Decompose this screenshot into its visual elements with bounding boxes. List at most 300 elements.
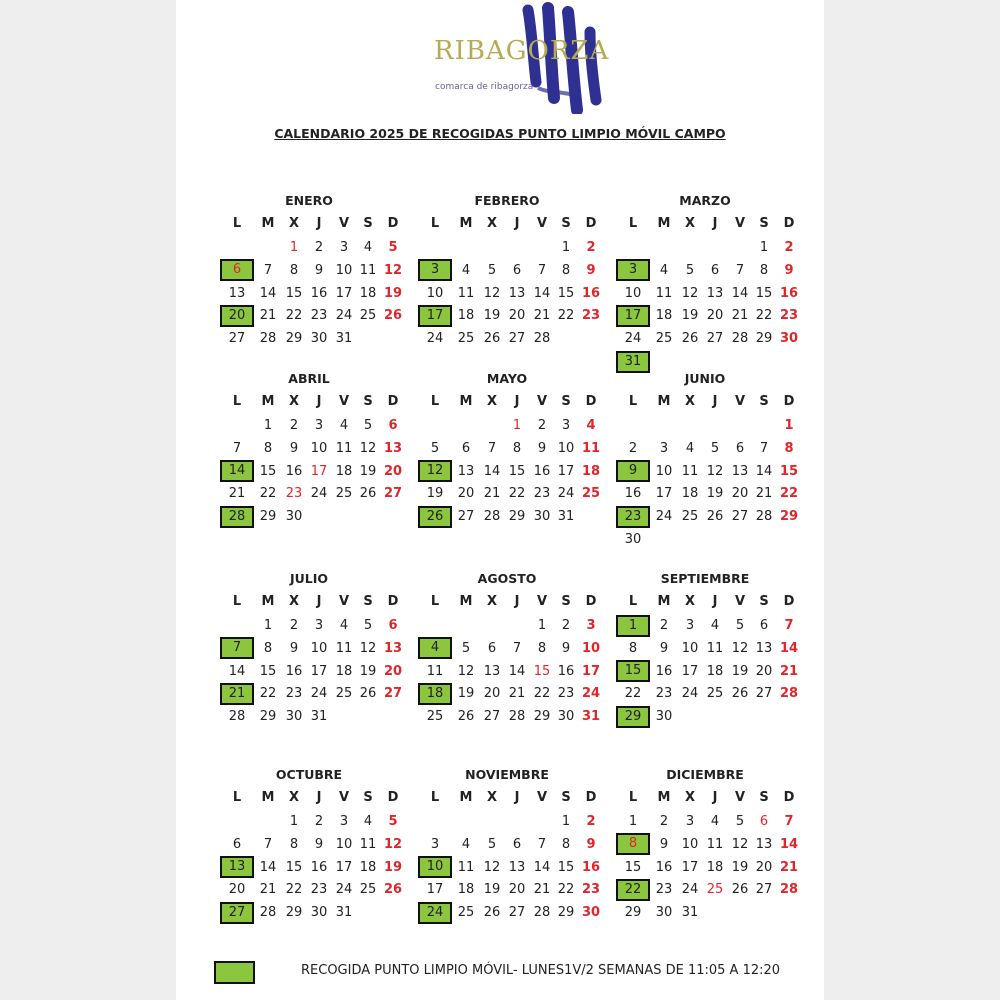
collection-day: 8 xyxy=(616,833,650,855)
calendar-day: 11 xyxy=(335,440,353,456)
calendar-day: 27 xyxy=(508,331,526,347)
weekday-header: L xyxy=(628,790,638,805)
logo-wordmark: RIBAGORZA xyxy=(434,36,610,66)
calendar-day: 24 xyxy=(655,509,673,525)
calendar-day: 9 xyxy=(561,640,571,656)
calendar-day: 22 xyxy=(285,308,303,324)
calendar-day: 29 xyxy=(259,509,277,525)
calendar-day: 20 xyxy=(383,463,403,479)
calendar-day: 11 xyxy=(706,640,724,656)
collection-day: 21 xyxy=(220,683,254,705)
calendar-day: 5 xyxy=(388,814,398,829)
calendar-day: 24 xyxy=(310,486,328,502)
calendar-day: 14 xyxy=(533,285,551,301)
weekday-header: M xyxy=(657,790,671,805)
calendar-day: 9 xyxy=(586,262,596,278)
calendar-day: 30 xyxy=(655,709,673,725)
calendar-day: 5 xyxy=(735,814,745,829)
collection-day: 13 xyxy=(220,856,254,878)
calendar-day: 10 xyxy=(335,262,353,278)
calendar-day: 22 xyxy=(624,686,642,702)
calendar-day: 12 xyxy=(457,663,475,679)
weekday-header: S xyxy=(759,216,769,231)
calendar-day: 4 xyxy=(659,262,669,278)
calendar-day: 22 xyxy=(533,686,551,702)
calendar-day: 25 xyxy=(457,905,475,921)
month-name: ENERO xyxy=(285,193,333,208)
calendar-day: 1 xyxy=(263,618,273,633)
calendar-day: 30 xyxy=(533,509,551,525)
weekday-header: V xyxy=(338,216,350,231)
calendar-day: 12 xyxy=(383,262,403,278)
calendar-day: 10 xyxy=(557,440,575,456)
weekday-header: L xyxy=(628,394,638,409)
calendar-day: 10 xyxy=(426,285,444,301)
calendar-day: 10 xyxy=(681,640,699,656)
weekday-header: D xyxy=(585,790,597,805)
calendar-day: 26 xyxy=(706,509,724,525)
calendar-day: 26 xyxy=(681,331,699,347)
weekday-header: M xyxy=(459,790,473,805)
calendar-day: 1 xyxy=(561,240,571,255)
calendar-day: 8 xyxy=(289,262,299,278)
calendar-day: 31 xyxy=(681,905,699,921)
calendar-day: 28 xyxy=(533,331,551,347)
calendar-day: 1 xyxy=(289,240,299,255)
calendar-day: 4 xyxy=(710,814,720,829)
calendar-day: 14 xyxy=(779,836,799,852)
calendar-day: 21 xyxy=(731,308,749,324)
calendar-day: 16 xyxy=(655,663,673,679)
calendar-day: 2 xyxy=(586,240,596,255)
calendar-day: 1 xyxy=(628,814,638,829)
calendar-day: 1 xyxy=(512,418,522,433)
calendar-day: 14 xyxy=(483,463,501,479)
calendar-day: 18 xyxy=(457,308,475,324)
calendar-day: 6 xyxy=(735,440,745,456)
calendar-day: 4 xyxy=(685,440,695,456)
calendar-day: 8 xyxy=(512,440,522,456)
weekday-header: M xyxy=(657,394,671,409)
calendar-day: 7 xyxy=(759,440,769,456)
calendar-day: 2 xyxy=(659,618,669,633)
calendar-day: 25 xyxy=(681,509,699,525)
calendar-day: 27 xyxy=(706,331,724,347)
month-name: MAYO xyxy=(486,371,528,386)
calendar-day: 8 xyxy=(263,440,273,456)
weekday-header: D xyxy=(387,790,399,805)
calendar-day: 15 xyxy=(779,463,799,479)
calendar-day: 15 xyxy=(624,859,642,875)
calendar-day: 6 xyxy=(710,262,720,278)
calendar-day: 2 xyxy=(537,418,547,433)
weekday-header: X xyxy=(288,216,300,231)
collection-day: 9 xyxy=(616,460,650,482)
calendar-day: 16 xyxy=(581,859,601,875)
month-name: OCTUBRE xyxy=(275,767,343,782)
calendar-day: 16 xyxy=(655,859,673,875)
calendar-day: 5 xyxy=(363,618,373,633)
month-name: MARZO xyxy=(679,193,731,208)
weekday-header: V xyxy=(338,394,350,409)
calendar-day: 1 xyxy=(759,240,769,255)
page-title: CALENDARIO 2025 DE RECOGIDAS PUNTO LIMPIO MÓVIL CAMPO xyxy=(274,126,726,141)
calendar-day: 5 xyxy=(461,640,471,656)
calendar-day: 26 xyxy=(457,709,475,725)
calendar-day: 19 xyxy=(483,308,501,324)
calendar-day: 2 xyxy=(561,618,571,633)
calendar-day: 29 xyxy=(624,905,642,921)
weekday-header: J xyxy=(514,594,520,609)
calendar-day: 6 xyxy=(388,418,398,433)
ribagorza-logo xyxy=(430,2,620,114)
calendar-day: 9 xyxy=(314,836,324,852)
month-name: NOVIEMBRE xyxy=(465,767,549,782)
legend-swatch xyxy=(214,961,255,984)
calendar-day: 4 xyxy=(339,418,349,433)
weekday-header: M xyxy=(459,594,473,609)
calendar-day: 1 xyxy=(537,618,547,633)
collection-day: 24 xyxy=(418,902,452,924)
calendar-day: 7 xyxy=(512,640,522,656)
calendar-day: 18 xyxy=(359,859,377,875)
calendar-day: 10 xyxy=(310,640,328,656)
calendar-day: 20 xyxy=(755,859,773,875)
calendar-day: 10 xyxy=(655,463,673,479)
calendar-day: 10 xyxy=(310,440,328,456)
calendar-day: 12 xyxy=(731,836,749,852)
weekday-header: S xyxy=(759,790,769,805)
weekday-header: S xyxy=(561,216,571,231)
calendar-day: 2 xyxy=(289,418,299,433)
month-name: FEBRERO xyxy=(474,193,540,208)
calendar-day: 12 xyxy=(383,836,403,852)
calendar-day: 29 xyxy=(779,509,799,525)
collection-day: 17 xyxy=(616,305,650,327)
calendar-day: 5 xyxy=(685,262,695,278)
calendar-day: 2 xyxy=(314,814,324,829)
calendar-day: 22 xyxy=(557,308,575,324)
calendar-day: 5 xyxy=(735,618,745,633)
calendar-day: 18 xyxy=(457,882,475,898)
calendar-day: 20 xyxy=(731,486,749,502)
calendar-day: 13 xyxy=(731,463,749,479)
weekday-header: D xyxy=(387,594,399,609)
calendar-day: 15 xyxy=(533,663,551,679)
calendar-day: 21 xyxy=(259,308,277,324)
calendar-day: 4 xyxy=(363,240,373,255)
calendar-day: 12 xyxy=(483,859,501,875)
collection-day: 6 xyxy=(220,259,254,281)
month-name: ABRIL xyxy=(288,371,330,386)
calendar-day: 14 xyxy=(508,663,526,679)
calendar-day: 23 xyxy=(655,686,673,702)
calendar-day: 23 xyxy=(285,686,303,702)
calendar-day: 12 xyxy=(359,640,377,656)
weekday-header: J xyxy=(514,394,520,409)
calendar-day: 30 xyxy=(285,709,303,725)
calendar-day: 29 xyxy=(259,709,277,725)
weekday-header: X xyxy=(486,594,498,609)
calendar-day: 6 xyxy=(512,836,522,852)
calendar-day: 30 xyxy=(655,905,673,921)
weekday-header: L xyxy=(232,790,242,805)
calendar-day: 24 xyxy=(681,686,699,702)
calendar-day: 6 xyxy=(232,836,242,852)
calendar-day: 4 xyxy=(586,418,596,433)
collection-day: 17 xyxy=(418,305,452,327)
calendar-day: 4 xyxy=(363,814,373,829)
calendar-day: 23 xyxy=(533,486,551,502)
calendar-day: 20 xyxy=(508,308,526,324)
calendar-day: 22 xyxy=(755,308,773,324)
calendar-day: 28 xyxy=(755,509,773,525)
calendar-day: 25 xyxy=(655,331,673,347)
calendar-day: 30 xyxy=(285,509,303,525)
calendar-day: 28 xyxy=(779,882,799,898)
calendar-day: 15 xyxy=(755,285,773,301)
calendar-day: 18 xyxy=(335,663,353,679)
calendar-day: 28 xyxy=(259,331,277,347)
calendar-day: 13 xyxy=(706,285,724,301)
calendar-day: 13 xyxy=(483,663,501,679)
weekday-header: D xyxy=(387,394,399,409)
calendar-day: 7 xyxy=(537,262,547,278)
calendar-day: 19 xyxy=(706,486,724,502)
calendar-day: 29 xyxy=(508,509,526,525)
calendar-day: 14 xyxy=(731,285,749,301)
weekday-header: V xyxy=(536,216,548,231)
calendar-day: 17 xyxy=(426,882,444,898)
calendar-day: 21 xyxy=(779,859,799,875)
calendar-day: 27 xyxy=(731,509,749,525)
calendar-day: 18 xyxy=(655,308,673,324)
calendar-day: 24 xyxy=(310,686,328,702)
calendar-day: 25 xyxy=(335,686,353,702)
calendar-day: 30 xyxy=(624,532,642,547)
calendar-day: 2 xyxy=(289,618,299,633)
calendar-day: 14 xyxy=(228,663,246,679)
calendar-day: 21 xyxy=(755,486,773,502)
calendar-day: 24 xyxy=(335,882,353,898)
calendar-day: 25 xyxy=(359,308,377,324)
weekday-header: V xyxy=(734,216,746,231)
weekday-header: X xyxy=(486,394,498,409)
calendar-day: 9 xyxy=(537,440,547,456)
calendar-day: 13 xyxy=(383,440,403,456)
calendar-day: 4 xyxy=(710,618,720,633)
calendar-day: 21 xyxy=(483,486,501,502)
calendar-day: 26 xyxy=(359,486,377,502)
calendar-day: 29 xyxy=(755,331,773,347)
calendar-day: 16 xyxy=(285,463,303,479)
collection-day: 3 xyxy=(616,259,650,281)
calendar-day: 9 xyxy=(289,640,299,656)
weekday-header: J xyxy=(712,790,718,805)
calendar-day: 31 xyxy=(335,331,353,347)
calendar-day: 2 xyxy=(314,240,324,255)
calendar-day: 20 xyxy=(706,308,724,324)
calendar-day: 19 xyxy=(383,285,403,301)
calendar-day: 14 xyxy=(779,640,799,656)
calendar-day: 19 xyxy=(359,663,377,679)
calendar-day: 29 xyxy=(285,905,303,921)
collection-day: 18 xyxy=(418,683,452,705)
calendar-day: 16 xyxy=(533,463,551,479)
calendar-day: 9 xyxy=(659,836,669,852)
calendar-day: 17 xyxy=(335,285,353,301)
calendar-day: 20 xyxy=(457,486,475,502)
weekday-header: S xyxy=(759,594,769,609)
weekday-header: D xyxy=(783,594,795,609)
calendar-day: 7 xyxy=(537,836,547,852)
calendar-day: 1 xyxy=(263,418,273,433)
calendar-day: 16 xyxy=(310,859,328,875)
weekday-header: X xyxy=(288,790,300,805)
calendar-day: 10 xyxy=(624,285,642,301)
weekday-header: S xyxy=(561,394,571,409)
calendar-day: 19 xyxy=(731,663,749,679)
month-name: JULIO xyxy=(289,571,329,586)
calendar-day: 6 xyxy=(487,640,497,656)
weekday-header: V xyxy=(536,394,548,409)
weekday-header: V xyxy=(734,594,746,609)
weekday-header: J xyxy=(316,216,322,231)
weekday-header: L xyxy=(430,216,440,231)
weekday-header: D xyxy=(585,216,597,231)
collection-day: 26 xyxy=(418,506,452,528)
calendar-day: 9 xyxy=(659,640,669,656)
calendar-day: 23 xyxy=(557,686,575,702)
calendar-day: 14 xyxy=(259,285,277,301)
calendar-day: 31 xyxy=(310,709,328,725)
calendar-day: 25 xyxy=(359,882,377,898)
weekday-header: S xyxy=(363,216,373,231)
calendar-day: 1 xyxy=(561,814,571,829)
weekday-header: V xyxy=(338,594,350,609)
weekday-header: V xyxy=(536,594,548,609)
calendar-day: 12 xyxy=(359,440,377,456)
calendar-day: 20 xyxy=(228,882,246,898)
calendar-day: 15 xyxy=(285,859,303,875)
weekday-header: V xyxy=(734,394,746,409)
weekday-header: X xyxy=(684,216,696,231)
weekday-header: D xyxy=(783,790,795,805)
calendar-day: 28 xyxy=(483,509,501,525)
weekday-header: X xyxy=(486,216,498,231)
calendar-day: 3 xyxy=(339,240,349,255)
calendar-day: 18 xyxy=(706,859,724,875)
weekday-header: L xyxy=(430,394,440,409)
calendar-day: 17 xyxy=(681,663,699,679)
calendar-day: 21 xyxy=(533,308,551,324)
weekday-header: S xyxy=(759,394,769,409)
calendar-day: 13 xyxy=(228,285,246,301)
weekday-header: S xyxy=(363,790,373,805)
calendar-day: 13 xyxy=(508,285,526,301)
weekday-header: J xyxy=(316,790,322,805)
calendar-day: 30 xyxy=(779,331,799,347)
calendar-day: 21 xyxy=(508,686,526,702)
calendar-day: 1 xyxy=(784,418,794,433)
weekday-header: D xyxy=(585,594,597,609)
calendar-day: 30 xyxy=(581,905,601,921)
calendar-day: 8 xyxy=(561,836,571,852)
calendar-day: 28 xyxy=(228,709,246,725)
calendar-day: 18 xyxy=(335,463,353,479)
calendar-day: 3 xyxy=(430,836,440,852)
weekday-header: L xyxy=(430,594,440,609)
calendar-day: 9 xyxy=(314,262,324,278)
calendar-day: 19 xyxy=(483,882,501,898)
weekday-header: M xyxy=(459,394,473,409)
calendar-day: 15 xyxy=(557,859,575,875)
collection-day: 27 xyxy=(220,902,254,924)
calendar-day: 26 xyxy=(383,882,403,898)
collection-day: 29 xyxy=(616,706,650,728)
collection-day: 15 xyxy=(616,660,650,682)
calendar-day: 25 xyxy=(426,709,444,725)
calendar-day: 18 xyxy=(581,463,601,479)
calendar-day: 7 xyxy=(263,836,273,852)
calendar-day: 22 xyxy=(557,882,575,898)
weekday-header: X xyxy=(288,594,300,609)
calendar-day: 3 xyxy=(339,814,349,829)
weekday-header: D xyxy=(783,394,795,409)
calendar-day: 8 xyxy=(628,640,638,656)
weekday-header: D xyxy=(783,216,795,231)
calendar-day: 26 xyxy=(731,882,749,898)
calendar-day: 3 xyxy=(314,618,324,633)
collection-day: 1 xyxy=(616,615,650,637)
calendar-day: 23 xyxy=(310,308,328,324)
calendar-day: 3 xyxy=(314,418,324,433)
weekday-header: M xyxy=(657,216,671,231)
calendar-day: 27 xyxy=(483,709,501,725)
calendar-day: 25 xyxy=(706,686,724,702)
weekday-header: X xyxy=(684,594,696,609)
calendar-day: 23 xyxy=(581,882,601,898)
calendar-day: 5 xyxy=(430,440,440,456)
calendar-day: 23 xyxy=(310,882,328,898)
calendar-day: 2 xyxy=(628,440,638,456)
month-name: AGOSTO xyxy=(477,571,537,586)
weekday-header: M xyxy=(459,216,473,231)
calendar-day: 19 xyxy=(681,308,699,324)
calendar-day: 12 xyxy=(681,285,699,301)
calendar-day: 31 xyxy=(335,905,353,921)
calendar-day: 7 xyxy=(784,618,794,633)
weekday-header: J xyxy=(316,594,322,609)
calendar-day: 20 xyxy=(383,663,403,679)
weekday-header: J xyxy=(712,394,718,409)
calendar-day: 25 xyxy=(335,486,353,502)
weekday-header: X xyxy=(288,394,300,409)
weekday-header: J xyxy=(712,216,718,231)
calendar-day: 17 xyxy=(335,859,353,875)
weekday-header: L xyxy=(628,594,638,609)
calendar-day: 30 xyxy=(557,709,575,725)
calendar-day: 10 xyxy=(335,836,353,852)
calendar-day: 19 xyxy=(383,859,403,875)
calendar-day: 6 xyxy=(388,618,398,633)
calendar-day: 27 xyxy=(383,686,403,702)
calendar-day: 14 xyxy=(755,463,773,479)
calendar-day: 9 xyxy=(289,440,299,456)
calendar-day: 11 xyxy=(359,262,377,278)
calendar-day: 16 xyxy=(557,663,575,679)
calendar-day: 21 xyxy=(533,882,551,898)
